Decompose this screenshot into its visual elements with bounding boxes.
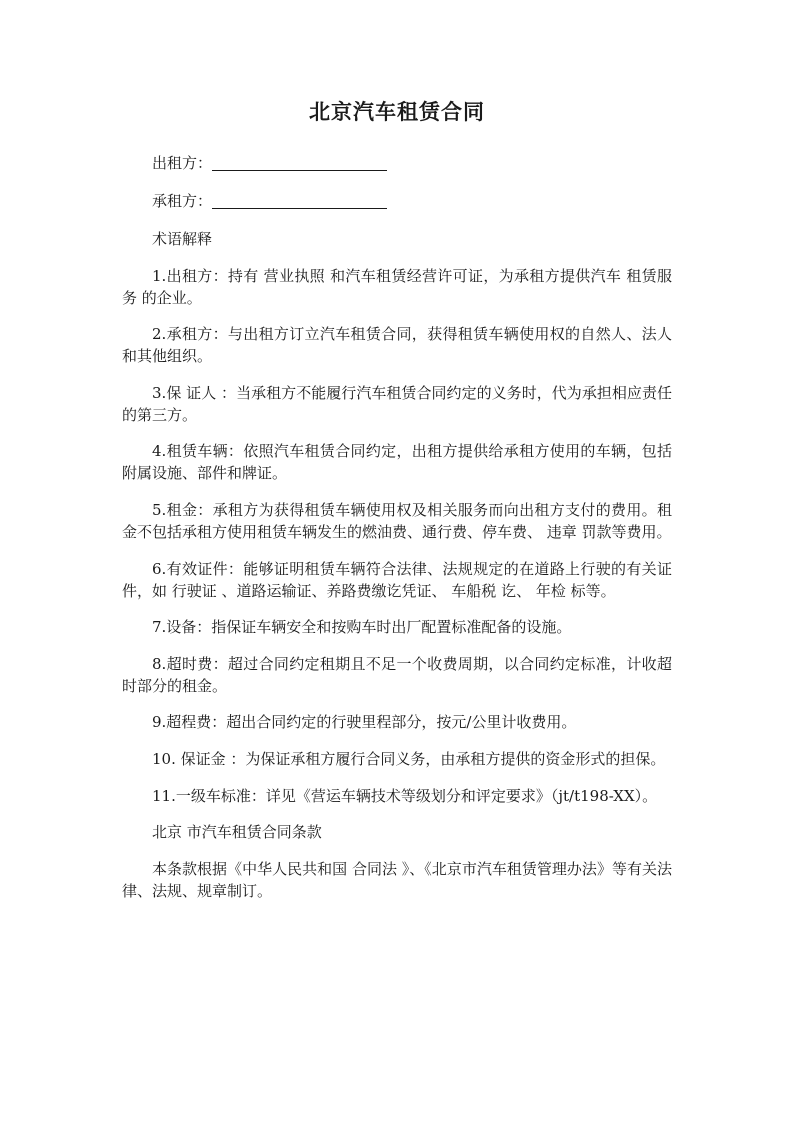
lessor-blank-line [212, 153, 387, 171]
term-overtime-fee: 8.超时费：超过合同约定租期且不足一个收费周期，以合同约定标准，计收超时部分的租金。 [122, 654, 672, 695]
lessee-blank-line [212, 191, 387, 209]
term-equipment: 7.设备：指保证车辆安全和按购车时出厂配置标准配备的设施。 [152, 618, 572, 637]
lessor-field [122, 152, 672, 176]
term-first-class-vehicle: 11.一级车标准：详见《营运车辆技术等级划分和评定要求》（jt/t198-XX）。 [152, 786, 658, 805]
section-heading-terms: 术语解释 [152, 230, 213, 248]
term-lessee: 2.承租方：与出租方订立汽车租赁合同，获得租赁车辆使用权的自然人、法人和其他组织。 [122, 325, 672, 366]
term-guarantor: 3.保 证人 ：当承租方不能履行汽车租赁合同约定的义务时，代为承担相应责任的第三方。 [122, 383, 672, 424]
term-rent: 5.租金：承租方为获得租赁车辆使用权及相关服务而向出租方支付的费用。租金不包括承租方使用租赁车辆发生的燃油费、通行费、停车费、 违章 罚款等费用。 [122, 500, 672, 541]
term-rental-vehicle: 4.租赁车辆：依照汽车租赁合同约定，出租方提供给承租方使用的车辆，包括附属设施、部件和牌证。 [122, 442, 672, 483]
section-heading-clauses: 北京 市汽车租赁合同条款 [152, 823, 322, 842]
document-title: 北京汽车租赁合同 [309, 99, 485, 124]
lessor-label: 出租方： [152, 154, 213, 172]
lessee-field [122, 190, 672, 214]
clauses-basis: 本条款根据《中华人民共和国 合同法 》、《北京市汽车租赁管理办法》等有关法律、法规、规章制订。 [122, 859, 672, 900]
term-excess-mileage-fee: 9.超程费：超出合同约定的行驶里程部分，按元/公里计收费用。 [152, 713, 577, 732]
lessee-label: 承租方： [152, 192, 213, 210]
term-valid-documents: 6.有效证件：能够证明租赁车辆符合法律、法规规定的在道路上行驶的有关证件，如 行驶证 、道路运输证、养路费缴讫凭证、 车船税 讫、 年检 标等。 [122, 559, 672, 600]
term-deposit: 10. 保证金 ：为保证承租方履行合同义务，由承租方提供的资金形式的担保。 [152, 749, 666, 768]
term-lessor: 1.出租方：持有 营业执照 和汽车租赁经营许可证，为承租方提供汽车 租赁服务 的企业。 [122, 266, 672, 307]
